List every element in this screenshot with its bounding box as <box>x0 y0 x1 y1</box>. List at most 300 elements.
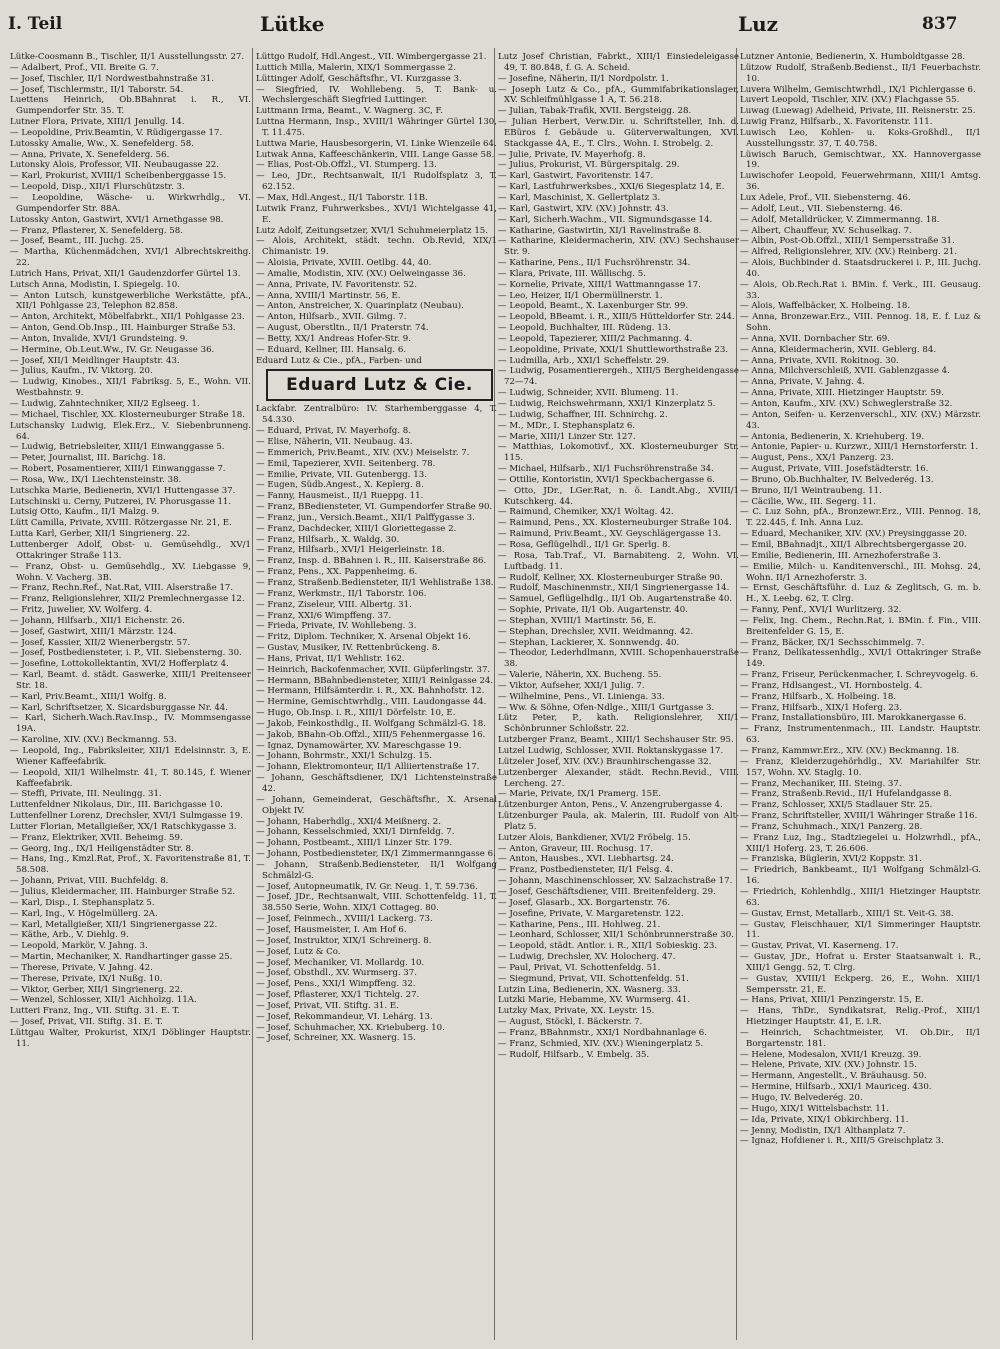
directory-entry: Lütz Peter, P., kath. Religionslehrer, XII/1 Schönbrunner Schloßstr. 22. <box>498 713 739 735</box>
directory-entry: Luttmann Irma, Beamt., V. Wagnerg. 3C, F. <box>256 106 443 117</box>
directory-entry: — Emil, Tapezierer, XVII. Seitenberg. 78. <box>256 458 436 469</box>
directory-entry: — Franz, Elektriker, XVII. Beheimg. 59. <box>10 832 183 843</box>
directory-entry: — Anton, Hausbes., XVI. Liebhartsg. 24. <box>498 854 674 865</box>
directory-entry: — Stephan, Drechsler, XVII. Weidmanng. 42. <box>498 626 694 637</box>
directory-entry: — Hermine, Ob.Leut.Ww., IV. Gr. Neugasse 36. <box>10 344 215 355</box>
directory-entry: — Anton, Graveur, III. Rochusg. 17. <box>498 843 654 854</box>
directory-entry: — Valerie, Näherin, XX. Bucheng. 55. <box>498 670 662 681</box>
directory-entry: — Franz, Installationsbüro, III. Marokkanergasse 6. <box>740 713 967 724</box>
directory-entry: — Helene, Private, XIV. (XV.) Johnstr. 15. <box>740 1060 917 1071</box>
directory-entry: — Johann, Straßenb.Bediensteter, II/1 Wolfgang Schmälzl-G. <box>256 859 497 881</box>
directory-entry: — Johann, Gemeinderat, Geschäftsfhr., X. Arsenal Objekt IV. <box>256 794 497 816</box>
directory-entry: — August, Pens., XX/1 Panzerg. 23. <box>740 453 894 464</box>
directory-entry: — Johann, Postbeamt., XIII/1 Linzer Str. 179. <box>256 838 453 849</box>
directory-entry: — M., MDr., I. Stephansplatz 6. <box>498 420 636 431</box>
directory-entry: — Leopold, Beamt., X. Laxenburger Str. 99. <box>498 301 689 312</box>
directory-entry: — Karl, Disp., I. Stephansplatz 5. <box>10 897 155 908</box>
directory-entry: — Therese, Private, IX/1 Nußg. 10. <box>10 973 163 984</box>
directory-entry: — Ludwig, Schneider, XVII. Blumeng. 11. <box>498 388 679 399</box>
directory-entry: — Sophie, Private, II/1 Ob. Augartenstr. 40. <box>498 605 688 616</box>
directory-entry: Luttenberger Adolf, Obst- u. Gemüsehdlg., XV/1 Ottakringer Straße 113. <box>10 539 251 561</box>
directory-entry: — Max, Hdl.Angest., II/1 Taborstr. 11B. <box>256 192 428 203</box>
directory-entry: — Franz, Ziseleur, VIII. Albertg. 31. <box>256 599 412 610</box>
directory-entry: — Josef, Schuhmacher, XX. Kriebuberg. 10. <box>256 1022 445 1033</box>
directory-entry: Luwig Franz, Hilfsarb., X. Favoritenstr. 111. <box>740 117 933 128</box>
directory-entry: — Peter, Journalist, III. Barichg. 18. <box>10 453 166 464</box>
directory-entry: — Anton, Seifen- u. Kerzenverschl., XIV. (XV.) Märzstr. 43. <box>740 409 981 431</box>
directory-entry: — Marie, XIII/1 Linzer Str. 127. <box>498 431 636 442</box>
directory-entry: — Josef, Schreiner, XX. Wasnerg. 15. <box>256 1033 416 1044</box>
directory-entry: — Johann, Maschinenschlosser, XV. Salzachstraße 17. <box>498 876 733 887</box>
directory-entry: Lutta Karl, Gerber, XII/1 Singrienerg. 22. <box>10 529 191 540</box>
directory-entry: — Emmerich, Priv.Beamt., XIV. (XV.) Meiselstr. 7. <box>256 447 470 458</box>
directory-entry: Lutzenberger Alexander, städt. Rechn.Revid., VIII. Lercheng. 27. <box>498 767 739 789</box>
directory-entry: — Josef, Beamt., III. Juchg. 25. <box>10 236 144 247</box>
directory-entry: — Matthias, Lokomotivf., XX. Klosterneuburger Str. 115. <box>498 442 739 464</box>
directory-entry: Lützow Rudolf, Straßenb.Bedienst., II/1 Feuerbachstr. 10. <box>740 62 981 84</box>
directory-entry: — Fanny, Hausmeist., II/1 Rueppg. 11. <box>256 491 424 502</box>
directory-entry: — Elise, Näherin, VII. Neubaug. 43. <box>256 437 413 447</box>
directory-entry: — Raimund, Priv.Beamt., XV. Geyschlägergasse 13. <box>498 529 721 540</box>
directory-entry: Lackfabr. Zentralbüro: IV. Starhemberggasse 4, T. 54.330. <box>256 404 497 426</box>
directory-entry: — Josef, Geschäftsdiener, VIII. Breitenfelderg. 29. <box>498 886 716 897</box>
directory-entry: — Anna, Kleidermacherin, XVII. Geblerg. 84. <box>740 344 937 355</box>
directory-entry: — Hans, Privat, II/1 Wehlistr. 162. <box>256 653 405 664</box>
directory-entry: — Franz, XXI/6 Wimpffeng. 37. <box>256 610 392 621</box>
directory-entry: — Josef, Kassier, XII/2 Wienerbergstr. 57. <box>10 637 191 648</box>
directory-entry: Lütke-Coosmann B., Tischler, II/1 Ausstellungsstr. 27. <box>10 52 245 62</box>
directory-entry: — Johann, Haberhdlg., XXI/4 Meißnerg. 2. <box>256 816 441 827</box>
directory-entry: — Karoline, XIV. (XV.) Beckmanng. 53. <box>10 735 177 746</box>
directory-entry: Lutwik Franz, Fuhrwerksbes., XVI/1 Wichtelgasse 41, E. <box>256 203 497 225</box>
directory-entry: — Leopold, BBeamt. i. R., XIII/5 Hütteldorfer Str. 244. <box>498 312 735 323</box>
directory-entry: — Käthe, Arb., V. Diehlg. 9. <box>10 930 129 941</box>
directory-entry: Luwag (Luewag) Adelheid, Private, III. Reisnerstr. 25. <box>740 106 976 117</box>
directory-entry: — Alois, Architekt, städt. techn. Ob.Revid, XIX/1 Chimanistr. 19. <box>256 236 497 258</box>
directory-entry: — Hermann, Hilfsämterdir. i. R., XX. Bahnhofstr. 12. <box>256 686 485 697</box>
directory-entry: — Julian Herbert, Verw.Dir. u. Schriftsteller, Inh. d. EBüros f. Gebäude u. Güterverwaltungen, XVI. Stackgasse 4A, E., T. Clrs., Wohn. I. Strobelg. 2. <box>498 117 739 149</box>
directory-entry: — Hugo, IV. Belvederég. 20. <box>740 1093 863 1103</box>
directory-entry: — Ignaz, Hofdiener i. R., XIII/5 Greischplatz 3. <box>740 1136 944 1147</box>
directory-entry: — Franz, Hilfsarb., XIX/1 Hoferg. 23. <box>740 702 902 713</box>
directory-entry: — Karl, Sicherh.Wach.Rav.Insp., IV. Mommsengasse 19A. <box>10 713 251 735</box>
directory-entry: — Franz, Bäcker, IX/1 Sechsschimmelg. 7. <box>740 637 925 648</box>
directory-entry: — Karl, Beamt. d. städt. Gaswerke, XIII/1 Preitenseer Str. 18. <box>10 670 251 691</box>
directory-entry: — Adolf, Leut., VII. Siebensterng. 46. <box>740 203 903 214</box>
column-3 <box>498 52 739 1340</box>
directory-entry: Lüttgo Rudolf, Hdl.Angest., VII. Wimbergergasse 21. <box>256 52 487 62</box>
directory-entry: — Klara, Private, III. Wällischg. 5. <box>498 268 646 279</box>
directory-entry: — Martin, Mechaniker, X. Randhartinger gasse 25. <box>10 952 233 963</box>
column-1 <box>10 52 251 1340</box>
directory-entry: — Anna, Private, X. Senefelderg. 56. <box>10 149 170 160</box>
directory-entry: — Julius, Prokurist, VI. Bürgerspitalg. 29. <box>498 160 680 171</box>
directory-entry: Luettens Heinrich, Ob.BBahnrat i. R., VI. Gumpendorfer Str. 35. T. <box>10 95 251 117</box>
directory-entry: — Karl, Maschinist, X. Gellertplatz 3. <box>498 192 661 203</box>
directory-entry: — Josef, Autopneumatik, IV. Gr. Neug. 1, T. 59.736. <box>256 881 478 892</box>
page-number: 837 <box>922 14 958 34</box>
directory-entry: — Rosa, Tab.Traf., VI. Barnabiteng. 2, Wohn. VI. Luftbadg. 11. <box>498 550 739 572</box>
directory-entry: — Julie, Private, IV. Mayerhofg. 8. <box>498 149 646 160</box>
directory-entry: Lüwisch Baruch, Gemischtwar., XX. Hannovergasse 19. <box>740 149 981 171</box>
directory-entry: — Siegfried, IV. Wohllebeng. 5, T. Bank- u. Wechslergeschäft Siegfried Luttinger. <box>256 84 497 106</box>
directory-entry: — Josefine, Private, V. Margaretenstr. 122. <box>498 908 684 919</box>
directory-entry: — Therese, Private, V. Jahng. 42. <box>10 962 153 973</box>
directory-entry: — Johann, Privat, VIII. Buchfeldg. 8. <box>10 876 169 887</box>
directory-entry: — Franz, Friseur, Perückenmacher, I. Schreyvogelg. 6. <box>740 670 979 681</box>
directory-entry: — Friedrich, Bankbeamt., II/1 Wolfgang Schmälzl-G. 16. <box>740 865 981 887</box>
directory-entry: — Antonia, Bedienerin, X. Kriehuberg. 19. <box>740 431 925 442</box>
directory-entry: — Marie, Private, IX/1 Pramerg. 15E. <box>498 789 662 800</box>
directory-entry: Lutrich Hans, Privat, XII/1 Gaudenzdorfer Gürtel 13. <box>10 268 241 279</box>
directory-entry: — Anton, Gend.Ob.Insp., III. Hainburger Straße 53. <box>10 323 236 334</box>
directory-entry: Luvera Wilhelm, Gemischtwrhdl., IX/1 Pichlergasse 6. <box>740 84 976 95</box>
directory-entry: — Franz, Postbediensteter, II/1 Felsg. 4. <box>498 865 673 876</box>
directory-entry: — Julius, Kleidermacher, III. Hainburger Straße 52. <box>10 886 236 897</box>
directory-entry: — Michael, Tischler, XX. Klosterneuburger Straße 18. <box>10 409 245 420</box>
directory-entry: Lutsch Anna, Modistin, I. Spiegelg. 10. <box>10 279 180 290</box>
directory-entry: — Theodor, Lederhdlmann, XVIII. Schopenhauerstraße 38. <box>498 648 739 670</box>
directory-entry: — Hermann, Angestellt., V. Bräuhausg. 50. <box>740 1071 927 1082</box>
directory-entry: Lützenburger Paula, ak. Malerin, III. Rudolf von Alt-Platz 5. <box>498 811 739 832</box>
directory-entry: Luttwa Marie, Hausbesorgerin, VI. Linke Wienzeile 64. <box>256 138 497 149</box>
directory-entry: — Albert, Chauffeur, XV. Schuselkag. 7. <box>740 225 912 236</box>
directory-entry: — Katharine, Gastwirtin, XI/1 Ravelinstraße 8. <box>498 225 702 236</box>
directory-entry: Luvert Leopold, Tischler, XIV. (XV.) Flachgasse 55. <box>740 95 960 106</box>
directory-entry: — August, Stöckl, I. Bäckerstr. 7. <box>498 1017 643 1028</box>
directory-entry: — Emilie, Bedienerin, III. Arnezhoferstraße 3. <box>740 550 941 561</box>
directory-entry: — Johann, Postbediensteter, IX/1 Zimmermanngasse 6. <box>256 849 496 860</box>
directory-entry: — Karl, Sicherh.Wachm., VII. Sigmundsgasse 14. <box>498 214 713 225</box>
directory-entry: — Leo, Heizer, II/1 Obermüllnerstr. 1. <box>498 290 663 301</box>
directory-entry: — Adalbert, Prof., VII. Breite G. 7. <box>10 62 159 73</box>
directory-entry: — Franz, Hilfsarb., X. Holbeing. 18. <box>740 691 897 702</box>
directory-entry: — Leopold, städt. Antlor. i. R., XII/1 Sobieskig. 23. <box>498 941 718 952</box>
directory-entry: — Gustav, XVIII/1 Eckperg. 26, E., Wohn. XIII/1 Sempersstr. 21, E. <box>740 973 981 995</box>
directory-entry: — Anna, Private, IV. Favoritenstr. 52. <box>256 279 417 290</box>
directory-entry: — Ludwig, Drechsler, XV. Holocherg. 47. <box>498 952 676 963</box>
directory-entry: — Fritz, Juwelier, XV. Wolferg. 4. <box>10 605 153 616</box>
directory-entry: — Josef, Hausmeister, I. Am Hof 6. <box>256 924 407 935</box>
directory-entry: Lutz Adolf, Zeitungsetzer, XVI/1 Schuhmeierplatz 15. <box>256 225 488 236</box>
advertisement-box: Eduard Lutz & Cie. <box>266 369 493 401</box>
directory-entry: — Emilie, Private, VII. Gutenbergg. 13. <box>256 469 427 480</box>
directory-entry: Lutonsky Alois, Professor, VII. Neubaugasse 22. <box>10 160 219 171</box>
directory-entry: — Josefine, Lottokollektantin, XVI/2 Hofferplatz 4. <box>10 659 229 670</box>
directory-entry: — Franz, Straßenb.Revid., II/1 Hufelandgasse 8. <box>740 789 952 800</box>
directory-entry: — Katharine, Pens., II/1 Fuchsröhrenstr. 34. <box>498 258 691 269</box>
directory-entry: — Alois, Buchbinder d. Staatsdruckerei i. P., III. Juchg. 40. <box>740 258 981 279</box>
directory-entry: — Franz Luz, Ing., Stadtziegelei u. Holzwrhdl., pfA., XIII/1 Hoferg. 23, T. 26.606. <box>740 832 981 854</box>
directory-entry: — Leopold, Tapezierer, XIII/2 Pachmanng. 4. <box>498 333 693 344</box>
directory-entry: — Stephan, XVIII/1 Martinstr. 56, E. <box>498 615 657 626</box>
directory-entry: — Katharine, Kleidermacherin, XIV. (XV.) Sechshauser Str. 9. <box>498 236 739 258</box>
directory-entry: Lüttgau Walter, Prokurist, XIX/1 Döblinger Hauptstr. 11. <box>10 1027 251 1049</box>
directory-entry: — Leopoldine, Wäsche- u. Wirkwrhdlg., VI. Gumpendorfer Str. 88A. <box>10 192 251 214</box>
directory-entry: — Anna, Private, XVII. Rokitnog. 30. <box>740 355 899 366</box>
directory-entry: — Ignaz, Dynamowärter, XV. Mareschgasse 19. <box>256 740 462 751</box>
directory-entry: — Johann, Elektromonteur, II/1 Alliiertenstraße 17. <box>256 762 480 773</box>
directory-entry: — Karl, Gastwirt, XIV. (XV.) Johnstr. 43. <box>498 203 669 214</box>
directory-entry: — Leopold, Markör, V. Jahng. 3. <box>10 941 148 952</box>
directory-entry: — Franz, Schlosser, XXI/5 Stadlauer Str. 25. <box>740 800 933 811</box>
directory-entry: — Franz, Hilfsarb., X. Waldg. 30. <box>256 534 400 545</box>
directory-entry: — Ludmilla, Arb., XXI/1 Scheffelstr. 29. <box>498 355 670 366</box>
directory-entry: — Steffi, Private, III. Neulingg. 31. <box>10 789 162 800</box>
directory-entry: — Franz, Obst- u. Gemüsehdlg., XV. Liebgasse 9, Wohn. V. Vacherg. 3B. <box>10 561 251 583</box>
directory-entry: — Hermine, Gemischtwrhdlg., VIII. Laudongasse 44. <box>256 697 487 708</box>
column-2 <box>256 52 497 1340</box>
directory-entry: — Franz, Kleiderzugehörhdlg., XV. Mariahilfer Str. 157, Wohn. XV. Staglg. 10. <box>740 756 981 778</box>
directory-entry: — Josef, Privat, VII. Stiftg. 31. E. T. <box>10 1017 163 1028</box>
directory-entry: — Leopoldine, Priv.Beamtin, V. Rüdigergasse 17. <box>10 127 223 138</box>
directory-entry: — Helene, Modesalon, XVII/1 Kreuzg. 39. <box>740 1049 922 1060</box>
directory-entry: — August, Private, VIII. Josefstädterstr. 16. <box>740 464 929 475</box>
directory-entry: — Franz, Instrumentenmach., III. Landstr. Hauptstr. 63. <box>740 724 981 746</box>
directory-entry: — Franz, Werkmstr., II/1 Taborstr. 106. <box>256 588 427 599</box>
directory-entry: — Rudolf, Hilfsarb., V. Embelg. 35. <box>498 1049 650 1060</box>
directory-entry: Lützenburger Anton, Pens., V. Anzengrubergasse 4. <box>498 800 723 811</box>
directory-entry: Lutschinski u. Cerny, Putzerei, IV. Phorusgasse 11. <box>10 496 232 507</box>
directory-entry: Lutner Flora, Private, XIII/1 Jenullg. 14. <box>10 117 185 128</box>
directory-entry: — Anton, Kaufm., XIV. (XV.) Schweglerstraße 32. <box>740 399 953 409</box>
directory-entry: — Viktor, Gerber, XII/1 Singrienerg. 22. <box>10 984 183 995</box>
directory-entry: — Josef, Pflasterer, XX/1 Tichtelg. 27. <box>256 990 420 1001</box>
directory-entry: — Emilie, Milch- u. Kanditenverschl., III. Mohsg. 24, Wohn. II/1 Arnezhoferstr. 3. <box>740 561 981 583</box>
column-rule <box>252 48 253 1340</box>
directory-entry: — Ludwig, Posamentierergeh., XIII/5 Bergheidengasse 72—74. <box>498 366 739 388</box>
directory-entry: — Karl, Ing., V. Högelmüllerg. 2A. <box>10 908 158 919</box>
directory-entry: — Eduard, Kellner, III. Hansalg. 6. <box>256 344 407 355</box>
directory-entry: — Viktor, Aufseher, XXI/1 Julig. 7. <box>498 680 645 691</box>
directory-entry: — Ludwig, Reichswehrmann, XXI/1 Kinzerplatz 5. <box>498 399 716 409</box>
directory-entry: — Karl, Schriftsetzer, X. Sicardsburggasse Nr. 44. <box>10 702 228 713</box>
directory-entry: Lutschka Marie, Bedienerin, XVI/1 Huttengasse 37. <box>10 485 236 496</box>
directory-entry: — Elias, Post-Ob.Offzl., VI. Stumperg. 13. <box>256 160 437 171</box>
directory-entry: — Jakob, Feinkosthdlg., II. Wolfgang Schmälzl-G. 18. <box>256 718 486 729</box>
directory-entry: Luwischofer Leopold, Feuerwehrmann, XIII/1 Amtsg. 36. <box>740 171 981 193</box>
directory-entry: — Robert, Posamentierer, XIII/1 Einwanggasse 7. <box>10 464 226 475</box>
directory-entry: — Leonhard, Schlosser, XII/1 Schönbrunnerstraße 30. <box>498 930 734 941</box>
directory-entry: — Eduard, Mechaniker, XIV. (XV.) Preysinggasse 20. <box>740 529 968 540</box>
header-first-name: Lütke <box>260 12 325 36</box>
page-header <box>0 0 1000 40</box>
directory-entry: Lutzki Marie, Hebamme, XV. Wurmserg. 41. <box>498 995 691 1006</box>
directory-entry: — Franz, Schriftsteller, XVIII/1 Währinger Straße 116. <box>740 811 978 822</box>
directory-entry: — Hans, Ing., Kmzl.Rat, Prof., X. Favoritenstraße 81, T. 58.508. <box>10 854 251 876</box>
directory-entry: — Jakob, BBahn-Ob.Offzl., XIII/5 Fehenmergasse 16. <box>256 729 486 740</box>
directory-entry: — Johann, Hilfsarb., XII/1 Eichenstr. 26. <box>10 615 185 626</box>
directory-entry: Lux Adele, Prof., VII. Siebensterng. 46. <box>740 192 911 203</box>
directory-entry: — Josef, Tischler, II/1 Nordwestbahnstraße 31. <box>10 73 214 84</box>
directory-entry: — Alfred, Religionslehrer, XIV. (XV.) Reinberg. 21. <box>740 247 958 258</box>
directory-entry: — Rosa, Geflügelhdl., II/1 Gr. Sperlg. 8. <box>498 539 671 550</box>
directory-entry: — Ludwig, Zahntechniker, XII/2 Eglseeg. 1. <box>10 399 200 409</box>
directory-entry: — Amalie, Modistin, XIV. (XV.) Oelweingasse 36. <box>256 268 466 279</box>
directory-entry: — Hermann, BBahnbediensteter, XIII/1 Reinlgasse 24. <box>256 675 494 686</box>
directory-entry: — Adolf, Metalldrücker, V. Zimmermanng. 18. <box>740 214 940 225</box>
directory-entry: — Ludwig, Kinobes., XII/1 Fabriksg. 5, E., Wohn. VII. Westbahnstr. 9. <box>10 377 251 399</box>
directory-entry: — Bruno, II/1 Weintraubeng. 11. <box>740 485 882 496</box>
directory-entry: — Hans, ThDr., Syndikatsrat, Relig.-Prof., XIII/1 Hietzinger Hauptstr. 41, E. i.R. <box>740 1006 981 1028</box>
directory-entry: Lutzel Ludwig, Schlosser, XVII. Roktanskygasse 17. <box>498 746 724 756</box>
directory-entry: — Raimund, Pens., XX. Klosterneuburger Straße 104. <box>498 518 732 529</box>
directory-entry: — Wenzel, Schlosser, XII/1 Aichholzg. 11A. <box>10 995 197 1006</box>
directory-entry: — Raimund, Chemiker, XX/1 Woltag. 42. <box>498 507 674 518</box>
directory-entry: — C. Luz Sohn, pfA., Bronzewr.Erz., VIII. Pennog. 18, T. 22.445, f. Inh. Anna Luz. <box>740 507 981 529</box>
directory-entry: Lüttinger Adolf, Geschäftsfhr., VI. Kurzgasse 3. <box>256 73 462 84</box>
directory-entry: — Franz, Rechn.Ref., Nat.Rat, VIII. Alserstraße 17. <box>10 583 234 594</box>
directory-entry: — Alois, Waffelbäcker, X. Holbeing. 18. <box>740 301 911 312</box>
directory-entry: — Ludwig, Betriebsleiter, XIII/1 Einwanggasse 5. <box>10 442 225 453</box>
directory-entry: — Josef, Tischlermstr., II/1 Taborstr. 54. <box>10 84 184 95</box>
directory-entry: — Ida, Private, XIX/1 Obkirchberg. 11. <box>740 1114 909 1125</box>
directory-entry: — Gustav, Privat, VI. Kaserneng. 17. <box>740 941 899 952</box>
directory-entry: — Eugen, Südb.Angest., X. Keplerg. 8. <box>256 480 424 491</box>
directory-entry: — Franz, Pens., XX. Pappenheimg. 6. <box>256 567 418 578</box>
directory-entry: Lutwak Anna, Kaffeeschänkerin, VIII. Lange Gasse 58. <box>256 149 495 160</box>
directory-entry: — Ww. & Söhne, Ofen-Ndlge., XIII/1 Gurtgasse 3. <box>498 702 715 713</box>
directory-entry: — Gustav, Fleischhauer, XI/1 Simmeringer Hauptstr. 11. <box>740 919 981 941</box>
directory-entry: — August, Oberstltn., II/1 Praterstr. 74. <box>256 323 429 334</box>
directory-entry: — Heinrich, Backofenmacher, XVII. Güpferlingstr. 37. <box>256 664 491 675</box>
directory-entry: — Alois, Ob.Rech.Rat i. BMin. f. Verk., III. Geusaug. 33. <box>740 279 981 301</box>
directory-entry: — Leopold, Disp., XII/1 Flurschützstr. 3. <box>10 182 185 193</box>
directory-entry: — Anton, Hilfsarb., XVII. Gilmg. 7. <box>256 312 407 323</box>
directory-entry: — Franz, BBediensteter, VI. Gumpendorfer Straße 90. <box>256 502 493 513</box>
directory-entry: — Stephan, Lackierer, X. Sonnwendg. 40. <box>498 637 680 648</box>
directory-entry: — Hermine, Hilfsarb., XXI/1 Mauriceg. 430. <box>740 1082 932 1093</box>
directory-entry: — Josef, Glasarb., XX. Borgartenstr. 76. <box>498 897 671 908</box>
directory-entry: Luttenfellner Lorenz, Drechsler, XVI/1 Sulmgasse 19. <box>10 811 243 822</box>
directory-entry: — Franz, Schuhmach., XIX/1 Panzerg. 28. <box>740 821 923 832</box>
directory-entry: — Bruno, Ob.Buchhalter, IV. Belvederég. 13. <box>740 474 934 485</box>
directory-entry: — Rosa, Ww., IX/1 Liechtensteinstr. 38. <box>10 474 182 485</box>
directory-entry: — Aloisia, Private, XVIII. Oetlbg. 44, 40. <box>256 258 432 269</box>
directory-entry: — Gustav, Ernst, Metallarb., XIII/1 St. Veit-G. 38. <box>740 908 954 919</box>
directory-entry: — Julius, Kaufm., IV. Viktorg. 20. <box>10 366 153 377</box>
directory-entry: — Josef, Feinmech., XVIII/1 Lackerg. 73. <box>256 914 433 925</box>
directory-entry: Lutschansky Ludwig, Elek.Erz., V. Siebenbrunneng. 64. <box>10 420 251 442</box>
directory-entry: — Franz, Mechaniker, III. Steing. 37. <box>740 778 902 789</box>
directory-entry: — Franz, Delikatessenhdlg., XVI/1 Ottakringer Straße 149. <box>740 648 981 670</box>
directory-entry: — Anton, Invalide, XVI/1 Grundsteing. 9. <box>10 333 188 344</box>
directory-entry: — Josef, Gastwirt, XIII/1 Märzstr. 124. <box>10 626 177 637</box>
directory-entry: — Cäcilie, Ww., III. Segerg. 11. <box>740 496 876 507</box>
directory-entry: — Antonie, Papier- u. Kurzwr., XIII/1 Hernstorferstr. 1. <box>740 442 979 453</box>
directory-entry: — Frieda, Private, IV. Wohllebeng. 3. <box>256 621 417 632</box>
directory-entry: — Anna, XVIII/1 Martinstr. 56, E. <box>256 290 401 301</box>
directory-entry: Lutz Josef Christian, Fabrkt., XIII/1 Einsiedeleigasse 49, T. 80.848, f. G. A. Scheid. <box>498 52 739 73</box>
directory-entry: — Leopold, Ing., Fabriksleiter, XII/1 Edelsinnstr. 3, E. Wiener Kaffeefabrik. <box>10 746 251 767</box>
directory-entry: — Ottilie, Kontoristin, XVI/1 Speckbachergasse 6. <box>498 474 716 485</box>
directory-entry: Lutteri Franz, Ing., VII. Stiftg. 31. E. T. <box>10 1006 180 1017</box>
directory-entry: — Karl, Gastwirt, Favoritenstr. 147. <box>498 171 654 182</box>
directory-entry: — Martha, Küchenmädchen, XVI/1 Albrechtskreithg. 22. <box>10 247 251 269</box>
directory-entry: — Franz, jun., Versich.Beamt., XII/1 Palffygasse 3. <box>256 512 475 523</box>
directory-entry: — Josef, Lutz & Co. <box>256 946 341 957</box>
directory-entry: — Franz, Kammwr.Erz., XIV. (XV.) Beckmanng. 18. <box>740 746 960 756</box>
directory-entry: — Emil, BBahnadjt., XII/1 Albrechtsbergergasse 20. <box>740 539 967 550</box>
directory-entry: Lutzin Lina, Bedienerin, XX. Wasnerg. 33. <box>498 984 681 995</box>
directory-entry: — Franz, Hdlsangest., VI. Hornbostelg. 4. <box>740 680 923 691</box>
directory-entry: — Heinrich, Schachtmeister, VI. Ob.Dir., II/1 Borgartenstr. 181. <box>740 1027 981 1049</box>
directory-entry: — Josef, Privat, VII. Stiftg. 31. E. <box>256 1000 399 1011</box>
directory-entry: Lutzberger Franz, Beamt., XIII/1 Sechshauser Str. 95. <box>498 735 734 746</box>
directory-entry: — Anton Lutsch, kunstgewerbliche Werkstätte, pfA., XII/1 Pohlgasse 23, Telephon 82.858. <box>10 290 251 312</box>
directory-entry: — Josef, Mechaniker, VI. Mollardg. 10. <box>256 957 425 968</box>
directory-entry: — Leopold, XII/1 Wilhelmstr. 41, T. 80.145, f. Wiener Kaffeefabrik. <box>10 767 251 789</box>
directory-entry: — Karl, Lastfuhrwerksbes., XXI/6 Siegesplatz 14, E. <box>498 182 725 193</box>
directory-entry: Lützeler Josef, XIV. (XV.) Braunhirschengasse 32. <box>498 756 712 767</box>
directory-entry: — Anna, Private, V. Jahng. 4. <box>740 377 865 388</box>
directory-entry: — Paul, Privat, VI. Schottenfeldg. 51. <box>498 962 661 973</box>
directory-entry: — Leopold, Buchhalter, III. Rüdeng. 13. <box>498 323 671 334</box>
directory-entry: — Michael, Hilfsarb., XI/1 Fuchsröhrenstraße 34. <box>498 464 714 475</box>
directory-entry: — Anna, XVII. Dornbacher Str. 69. <box>740 333 891 344</box>
header-last-name: Luz <box>738 12 778 36</box>
directory-entry: — Leo, JDr., Rechtsanwalt, II/1 Rudolfsplatz 3, T. 62.152. <box>256 171 497 193</box>
directory-entry: — Karl, Metallgießer, XII/1 Singrienergasse 22. <box>10 919 218 930</box>
directory-entry: — Joseph Lutz & Co., pfA., Gummifabrikationslager, XV. Schleifmühlgasse 1 A, T. 56.218. <box>498 84 739 106</box>
directory-entry: Lütt Camilla, Private, XVIII. Rötzergasse Nr. 21, E. <box>10 518 232 529</box>
directory-entry: — Karl, Priv.Beamt., XIII/1 Wolfg. 8. <box>10 691 167 702</box>
directory-entry: — Friedrich, Kohlenhdlg., XIII/1 Hietzinger Hauptstr. 63. <box>740 886 981 908</box>
directory-entry: Lutzner Antonie, Bedienerin, X. Humboldtgasse 28. <box>740 52 966 62</box>
directory-entry: — Anna, Milchverschleiß, XVII. Gablenzgasse 4. <box>740 366 950 377</box>
directory-entry: — Josef, Rekommandeur, VI. Lehárg. 13. <box>256 1011 433 1022</box>
directory-entry: — Wilhelmine, Pens., VI. Linienga. 33. <box>498 691 665 702</box>
directory-entry: Lutossky Anton, Gastwirt, XVI/1 Arnethgasse 98. <box>10 214 224 225</box>
directory-entry: — Katharine, Pens., III. Hohlweg. 21. <box>498 919 661 930</box>
directory-entry: — Franz, BBahnmstr., XXI/1 Nordbahnanlage 6. <box>498 1027 708 1038</box>
directory-entry: — Anna, Bronzewar.Erz., VIII. Pennog. 18, E. f. Luz & Sohn. <box>740 312 981 334</box>
directory-entry: Luttna Hermann, Insp., XVIII/1 Währinger Gürtel 130, T. 11.475. <box>256 117 497 138</box>
directory-entry: — Karl, Prokurist, XVIII/1 Scheibenberggasse 15. <box>10 171 227 182</box>
directory-entry: — Franz, Schmied, XIV. (XV.) Wieningerplatz 5. <box>498 1038 704 1049</box>
directory-entry: — Gustav, Musiker, IV. Rettenbrückeng. 8. <box>256 643 441 654</box>
directory-entry: Luttich Milla, Malerin, XIX/1 Sommergasse 2. <box>256 62 456 73</box>
directory-entry: — Anna, Private, XIII. Hietzinger Hauptstr. 59. <box>740 388 944 399</box>
directory-entry: — Felix, Ing. Chem., Rechn.Rat, i. BMin. f. Fin., VIII. Breitenfelder G. 15, E. <box>740 615 981 637</box>
directory-entry: — Betty, XX/1 Andreas Hofer-Str. 9. <box>256 333 411 344</box>
directory-entry: — Franz, Religionslehrer, XII/2 Premlechnergasse 12. <box>10 594 245 605</box>
directory-entry: — Josef, JDr., Rechtsanwalt, VIII. Schottenfeldg. 11, T. 38.550 Serie, Wohn. XIX/1 Cottageg. 80. <box>256 892 497 914</box>
directory-entry: — Franz, Dachdecker, XIII/1 Gloriettegasse 2. <box>256 523 457 534</box>
directory-entry: — Leopoldine, Private, XXI/1 Shuttleworthstraße 23. <box>498 344 729 355</box>
directory-entry: Luttenfeldner Nikolaus, Dir., III. Barichgasse 10. <box>10 800 223 811</box>
directory-entry: — Josef, Obsthdl., XV. Wurmserg. 37. <box>256 968 417 979</box>
directory-entry: Lutzer Alois, Bankdiener, XVI/2 Fröbelg. 15. <box>498 832 691 843</box>
directory-entry: — Rudolf, Kellner, XX. Klosterneuburger Straße 90. <box>498 572 723 583</box>
directory-entry: — Fanny, Penf., XVI/1 Wurlitzerg. 32. <box>740 605 902 616</box>
directory-entry: — Albin, Post-Ob.Offzl., XIII/1 Sempersstraße 31. <box>740 236 955 247</box>
directory-entry: — Johann, Kesselschmied, XXI/1 Dirnfeldg. 7. <box>256 827 455 838</box>
directory-entry: — Josef, Pens., XXI/1 Wimpffeng. 32. <box>256 979 416 990</box>
directory-entry: — Julian, Tabak-Trafik, XVII. Bergsteigg. 28. <box>498 106 692 117</box>
directory-entry: — Franz, Hilfsarb., XVI/1 Heigerleinstr. 18. <box>256 545 445 556</box>
directory-entry: — Samuel, Geflügelhdlg., II/1 Ob. Augartenstraße 40. <box>498 594 733 605</box>
directory-entry: — Georg, Ing., IX/1 Heiligenstädter Str. 8. <box>10 843 194 854</box>
directory-entry: — Rudolf, Maschinenmstr., XII/1 Singrienergasse 14. <box>498 583 730 594</box>
directory-entry: Lutter Florian, Metallgießer, XX/1 Ratschkygasse 3. <box>10 821 237 832</box>
directory-entry: — Josefine, Näherin, II/1 Nordpolstr. 1. <box>498 73 669 84</box>
directory-entry: — Franziska, Büglerin, XVI/2 Koppstr. 31. <box>740 854 922 865</box>
directory-entry: — Otto, JDr., LGer.Rat, n. ö. Landt.Abg., XVIII/1 Kutschkerg. 44. <box>498 485 739 507</box>
directory-entry: — Franz, Insp. d. BBahnen i. R., III. Kaiserstraße 86. <box>256 556 487 567</box>
directory-entry: — Hugo, Ob.Insp. i. R., XIII/1 Dörfelstr. 10, E. <box>256 708 456 719</box>
directory-entry: — Ernst, Geschäftsführ. d. Luz & Zeglitsch, G. m. b. H., X. Leebg. 62, T. Clrg. <box>740 583 981 605</box>
